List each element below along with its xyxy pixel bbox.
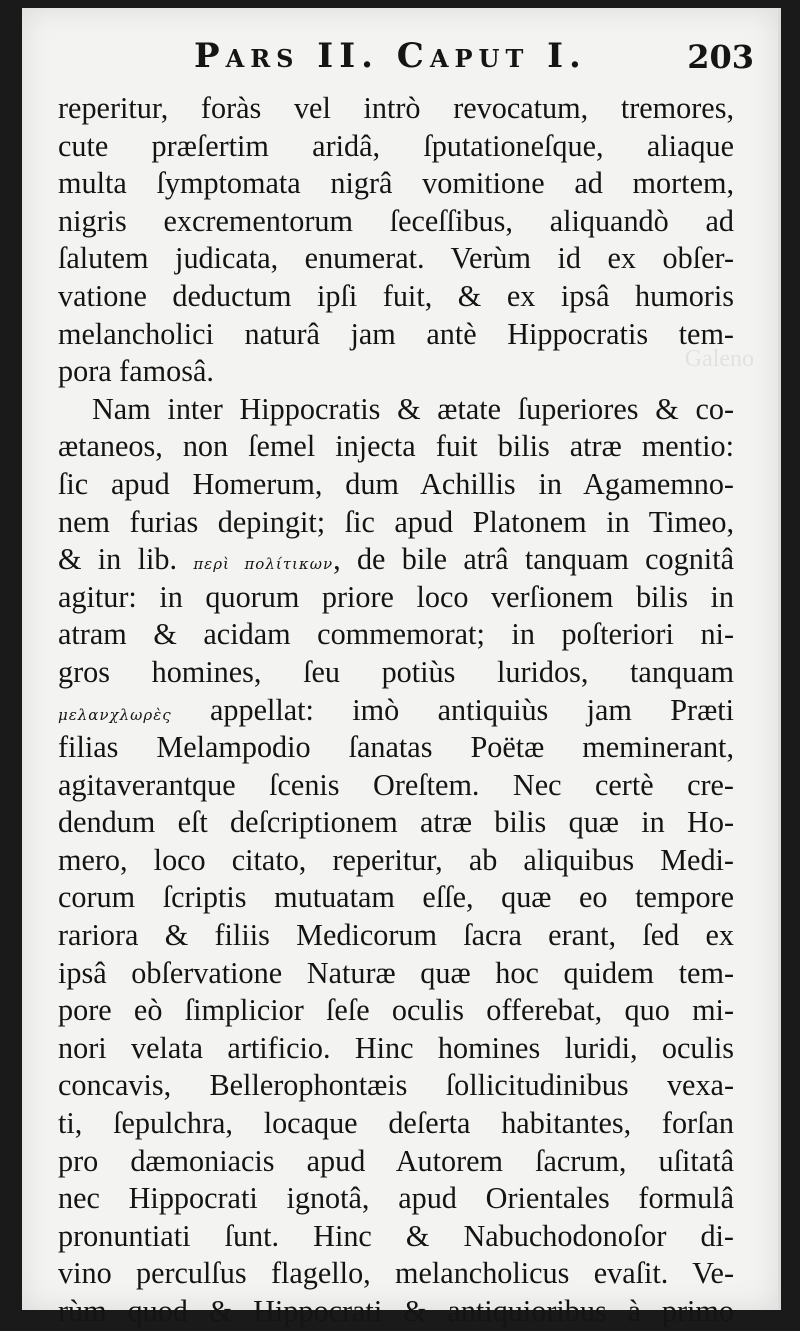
text-segment: & in lib. [58, 542, 177, 577]
text-line: pore eò ſimplicior ſeſe oculis offerebat, quo mi- [58, 993, 734, 1028]
greek-phrase: μελανχλωρὲς [58, 705, 172, 724]
text-line: rùm quod & Hippocrati & antiquioribus à primo [58, 1294, 734, 1328]
text-line: rariora & filiis Medicorum ſacra erant, ſed ex [58, 918, 734, 953]
text-line: agitaverantque ſcenis Oreſtem. Nec certè cre- [58, 767, 734, 802]
text-line: ti, ſepulchra, locaque deſerta habitantes, forſan [58, 1106, 734, 1141]
text-line: ætaneos, non ſemel injecta fuit bilis atræ mentio: [58, 429, 734, 464]
text-line: vino perculſus flagello, melancholicus evaſit. Ve- [58, 1256, 734, 1291]
page-number: 203 [687, 38, 754, 76]
text-segment: appellat: imò antiquiùs jam Præti [210, 692, 735, 727]
show-through-text: Galeno [684, 346, 754, 372]
paragraph-start-line: Nam inter Hippocratis & ætate ſuperiores & co- [92, 391, 734, 426]
text-line: ipsâ obſervatione Naturæ quæ hoc quidem tem- [58, 955, 734, 990]
text-line: vatione deductum ipſi fuit, & ex ipsâ humoris [58, 278, 734, 313]
text-segment: , de bile atrâ tanquam cognitâ [333, 542, 734, 577]
greek-phrase: περὶ πολίτικων [193, 555, 334, 574]
text-line-with-greek [58, 692, 734, 730]
text-line: atram & acidam commemorat; in poſteriori ni- [58, 617, 734, 652]
text-line: dendum eſt deſcriptionem atræ bilis quæ in Ho- [58, 805, 734, 840]
book-page [22, 8, 781, 1328]
text-line: filias Melampodio ſanatas Poëtæ meminerant, [58, 730, 734, 765]
text-line: nigris excrementorum ſeceſſibus, aliquandò ad [58, 203, 734, 238]
text-line: ſalutem judicata, enumerat. Verùm id ex obſer- [58, 241, 734, 276]
text-line: corum ſcriptis mutuatam eſſe, quæ eo tempore [58, 880, 734, 915]
text-line: concavis, Bellerophontæis ſollicitudinibus vexa- [58, 1068, 734, 1103]
text-line: gros homines, ſeu potiùs luridos, tanquam [58, 654, 734, 689]
text-line: melancholici naturâ jam antè Hippocratis tem- [58, 316, 734, 351]
text-line: pronuntiati ſunt. Hinc & Nabuchodonoſor di- [58, 1218, 734, 1253]
text-line: nem furias depingit; ſic apud Platonem in Timeo, [58, 504, 734, 539]
text-line: multa ſymptomata nigrâ vomitione ad mortem, [58, 166, 734, 201]
text-line: ſic apud Homerum, dum Achillis in Agamemno- [58, 466, 734, 501]
running-header [62, 36, 762, 84]
text-line: nori velata artificio. Hinc homines luridi, oculis [58, 1030, 734, 1065]
chapter-title: Pars II. Caput I. [194, 36, 587, 76]
text-line: agitur: in quorum priore loco verſionem bilis in [58, 579, 734, 614]
text-line: nec Hippocrati ignotâ, apud Orientales formulâ [58, 1181, 734, 1216]
text-line: reperitur, foràs vel intrò revocatum, tremores, [58, 91, 734, 125]
text-line: pora famosâ. [58, 354, 214, 389]
text-line: pro dæmoniacis apud Autorem ſacrum, uſitatâ [58, 1143, 734, 1178]
text-line-with-greek [58, 541, 734, 579]
text-line: cute præſertim aridâ, ſputationeſque, aliaque [58, 128, 734, 163]
body-text [58, 90, 734, 1331]
text-line: mero, loco citato, reperitur, ab aliquibus Medi- [58, 842, 734, 877]
